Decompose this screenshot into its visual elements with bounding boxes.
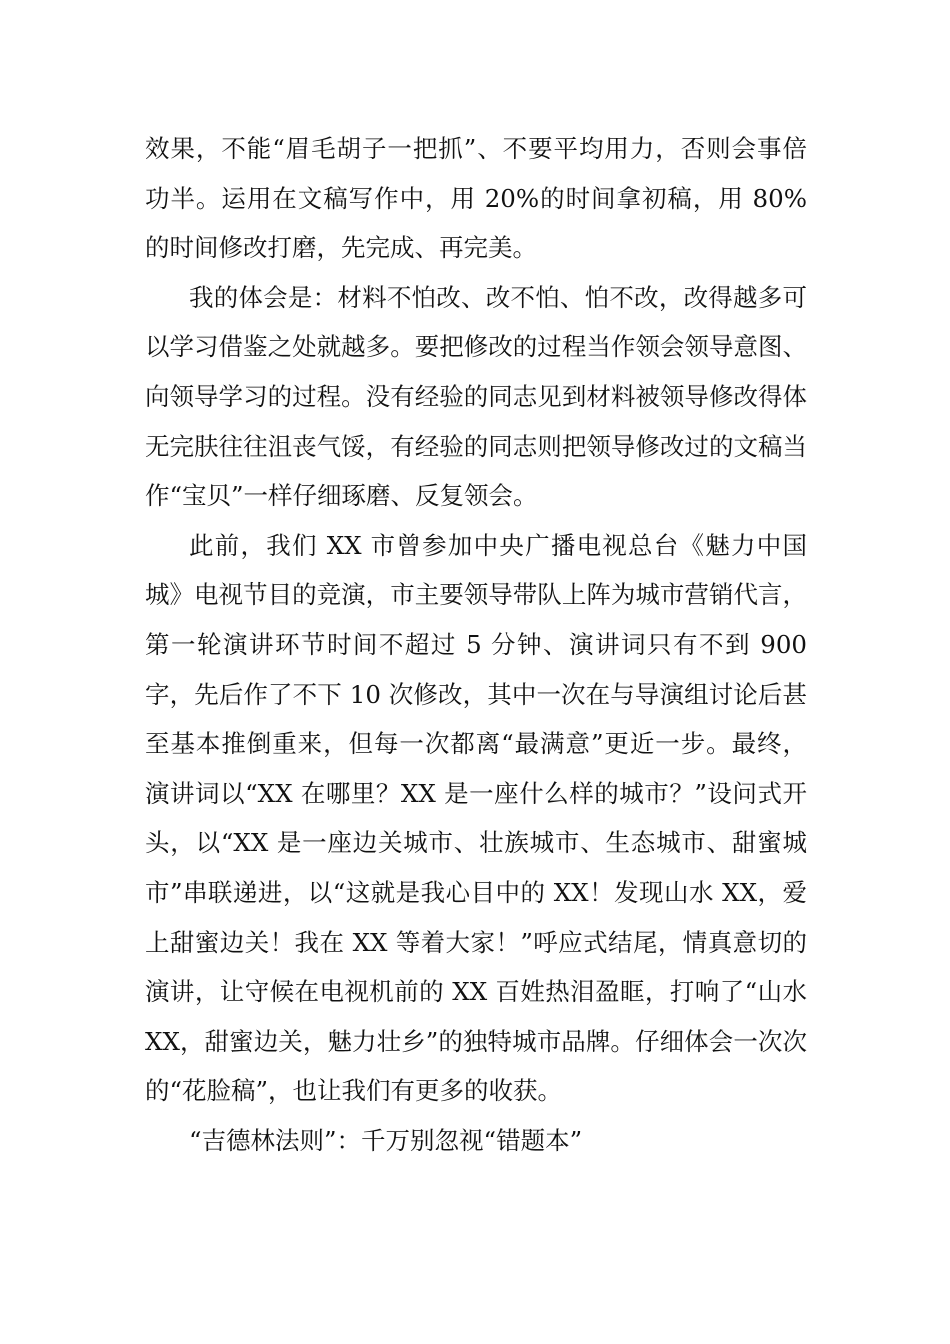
document-page bbox=[145, 124, 807, 1165]
paragraph-continued: 效果，不能“眉毛胡子一把抓”、不要平均用力，否则会事倍功半。运用在文稿写作中，用 20%的时间拿初稿，用 80%的时间修改打磨，先完成、再完美。 bbox=[145, 134, 807, 263]
paragraph-city-speech-example: 此前，我们 XX 市曾参加中央广播电视总台《魅力中国城》电视节目的竞演，市主要领导带队上阵为城市营销代言，第一轮演讲环节时间不超过 5 分钟、演讲词只有不到 900 字，先后作了不下 10 次修改，其中一次在与导演组讨论后甚至基本推倒重来，但每一次都离“最满意”更近一步。最终，演讲词以“XX 在哪里？XX 是一座什么样的城市？”设问式开头，以“XX 是一座边关城市、壮族城市、生态城市、甜蜜城市”串联递进，以“这就是我心目中的 XX！发现山水 XX，爱上甜蜜边关！我在 XX 等着大家！”呼应式结尾，情真意切的演讲，让守候在电视机前的 XX 百姓热泪盈眶，打响了“山水 XX，甜蜜边关，魅力壮乡”的独特城市品牌。仔细体会一次次的“花脸稿”，也让我们有更多的收获。 bbox=[145, 530, 807, 1106]
paragraph-revision-experience: 我的体会是：材料不怕改、改不怕、怕不改，改得越多可以学习借鉴之处就越多。要把修改的过程当作领会领导意图、向领导学习的过程。没有经验的同志见到材料被领导修改得体无完肤往往沮丧气馁，有经验的同志则把领导修改过的文稿当作“宝贝”一样仔细琢磨、反复领会。 bbox=[145, 282, 807, 511]
section-heading: “吉德林法则”：千万别忽视“错题本” bbox=[189, 1125, 583, 1155]
